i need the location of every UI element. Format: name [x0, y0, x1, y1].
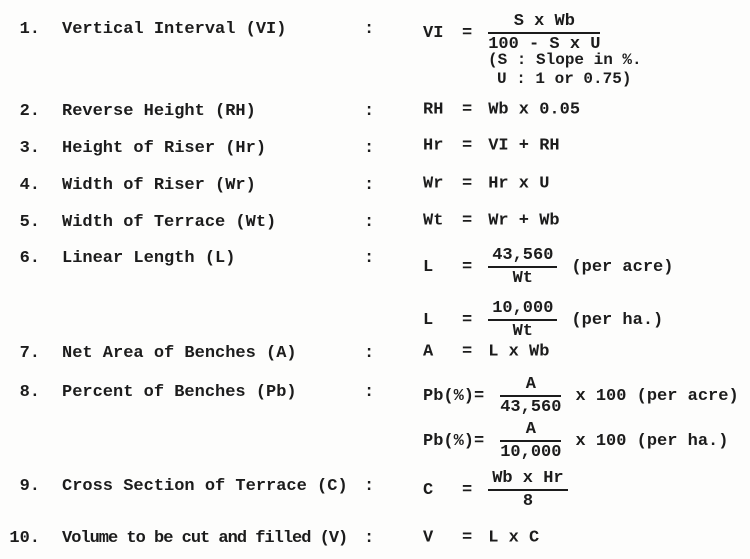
formula-row-9: [0, 477, 750, 497]
formula-lhs: L: [423, 257, 434, 277]
item-number: 1.: [19, 20, 40, 39]
formula-rhs: Wr + Wb: [488, 211, 560, 231]
fraction-denominator: Wt: [512, 269, 534, 288]
equals-sign: =: [462, 257, 473, 277]
formula-rhs: VI + RH: [488, 136, 560, 156]
formula-expression: [423, 101, 580, 120]
item-label: Vertical Interval (VI): [62, 20, 287, 39]
separator-colon: :: [364, 139, 375, 158]
fraction-numerator: A: [500, 420, 561, 442]
equals-sign: =: [474, 431, 485, 451]
item-number: 4.: [19, 176, 40, 195]
formula-lhs: Wt: [423, 211, 444, 231]
fraction-numerator: 43,560: [488, 246, 557, 268]
fraction: [500, 420, 561, 462]
item-number: 3.: [19, 139, 40, 158]
fraction-numerator: A: [500, 375, 561, 397]
equals-sign: =: [462, 310, 473, 330]
formula-expression: [423, 212, 560, 231]
separator-colon: :: [364, 20, 375, 39]
formula-suffix: x 100 (per ha.): [575, 431, 729, 451]
fraction-denominator: 43,560: [500, 398, 562, 417]
fraction-numerator: Wb x Hr: [488, 469, 567, 491]
formula-row-1: [0, 20, 750, 40]
formula-lhs: Hr: [423, 136, 444, 156]
formula-row-3: [0, 136, 750, 159]
fraction-numerator: 10,000: [488, 299, 557, 321]
formula-suffix: (per ha.): [571, 310, 664, 330]
item-label: Percent of Benches (Pb): [62, 383, 297, 402]
separator-colon: :: [364, 383, 375, 402]
formula-lhs: Pb(%): [423, 431, 475, 451]
fraction: [488, 299, 557, 341]
separator-colon: :: [364, 529, 375, 548]
fraction-denominator: 10,000: [500, 443, 562, 462]
formula-rhs: Hr x U: [488, 174, 550, 194]
formula-expression: [423, 175, 549, 194]
fraction-numerator: S x Wb: [488, 12, 600, 34]
equals-sign: =: [462, 211, 473, 231]
formula-lhs: VI: [423, 23, 444, 43]
formula-suffix: x 100 (per acre): [575, 386, 739, 406]
item-number: 7.: [19, 344, 40, 363]
equals-sign: =: [462, 528, 473, 548]
formula-suffix: (per acre): [571, 257, 674, 277]
item-number: 2.: [19, 102, 40, 121]
formula-expression: [423, 343, 549, 362]
item-label: Height of Riser (Hr): [62, 139, 267, 158]
equals-sign: =: [462, 342, 473, 362]
formula-expression: [423, 420, 728, 462]
fraction: [488, 469, 567, 511]
separator-colon: :: [364, 176, 375, 195]
formula-row-10: [0, 529, 750, 549]
separator-colon: :: [364, 102, 375, 121]
separator-colon: :: [364, 477, 375, 496]
formula-expression: [423, 246, 673, 288]
fraction-denominator: Wt: [512, 322, 534, 341]
item-label: Width of Riser (Wr): [62, 176, 256, 195]
equals-sign: =: [462, 136, 473, 156]
formula-expression: [423, 529, 539, 548]
formula-lhs: V: [423, 528, 434, 548]
formula-note: [488, 51, 642, 89]
formula-lhs: L: [423, 310, 434, 330]
note-line: (S : Slope in %.: [488, 51, 642, 69]
equals-sign: =: [462, 23, 473, 43]
item-label: Net Area of Benches (A): [62, 344, 297, 363]
item-label: Volume to be cut and filled (V): [62, 529, 348, 548]
note-line: U : 1 or 0.75): [497, 70, 632, 88]
item-label: Width of Terrace (Wt): [62, 213, 277, 232]
formula-row-4: [0, 176, 750, 196]
equals-sign: =: [474, 386, 485, 406]
equals-sign: =: [462, 174, 473, 194]
item-number: 8.: [19, 383, 40, 402]
fraction: [488, 246, 557, 288]
formula-rhs: Wb x 0.05: [488, 100, 581, 120]
fraction: [488, 12, 600, 54]
formula-row-2: [0, 102, 750, 122]
fraction-denominator: 8: [522, 492, 534, 511]
item-number: 10.: [9, 529, 40, 548]
formula-row-5: [0, 213, 750, 233]
formula-expression: [423, 12, 600, 54]
formula-expression: [423, 469, 568, 511]
formula-lhs: RH: [423, 100, 444, 120]
formula-rhs: L x Wb: [488, 342, 550, 362]
item-label: Linear Length (L): [62, 249, 236, 268]
formula-expression: [423, 137, 560, 156]
item-number: 6.: [19, 249, 40, 268]
formula-lhs: C: [423, 480, 434, 500]
formula-expression: [423, 375, 739, 417]
item-label: Reverse Height (RH): [62, 102, 256, 121]
equals-sign: =: [462, 480, 473, 500]
separator-colon: :: [364, 249, 375, 268]
formula-lhs: A: [423, 342, 434, 362]
fraction-denominator: 100 - S x U: [488, 35, 601, 54]
formula-rhs: L x C: [488, 528, 540, 548]
formula-lhs: Pb(%): [423, 386, 475, 406]
equals-sign: =: [462, 100, 473, 120]
fraction: [500, 375, 561, 417]
item-number: 5.: [19, 213, 40, 232]
formula-expression: [423, 299, 663, 341]
formula-row-7: [0, 344, 750, 364]
item-label: Cross Section of Terrace (C): [62, 477, 348, 496]
formula-lhs: Wr: [423, 174, 444, 194]
separator-colon: :: [364, 213, 375, 232]
separator-colon: :: [364, 344, 375, 363]
item-number: 9.: [19, 477, 40, 496]
